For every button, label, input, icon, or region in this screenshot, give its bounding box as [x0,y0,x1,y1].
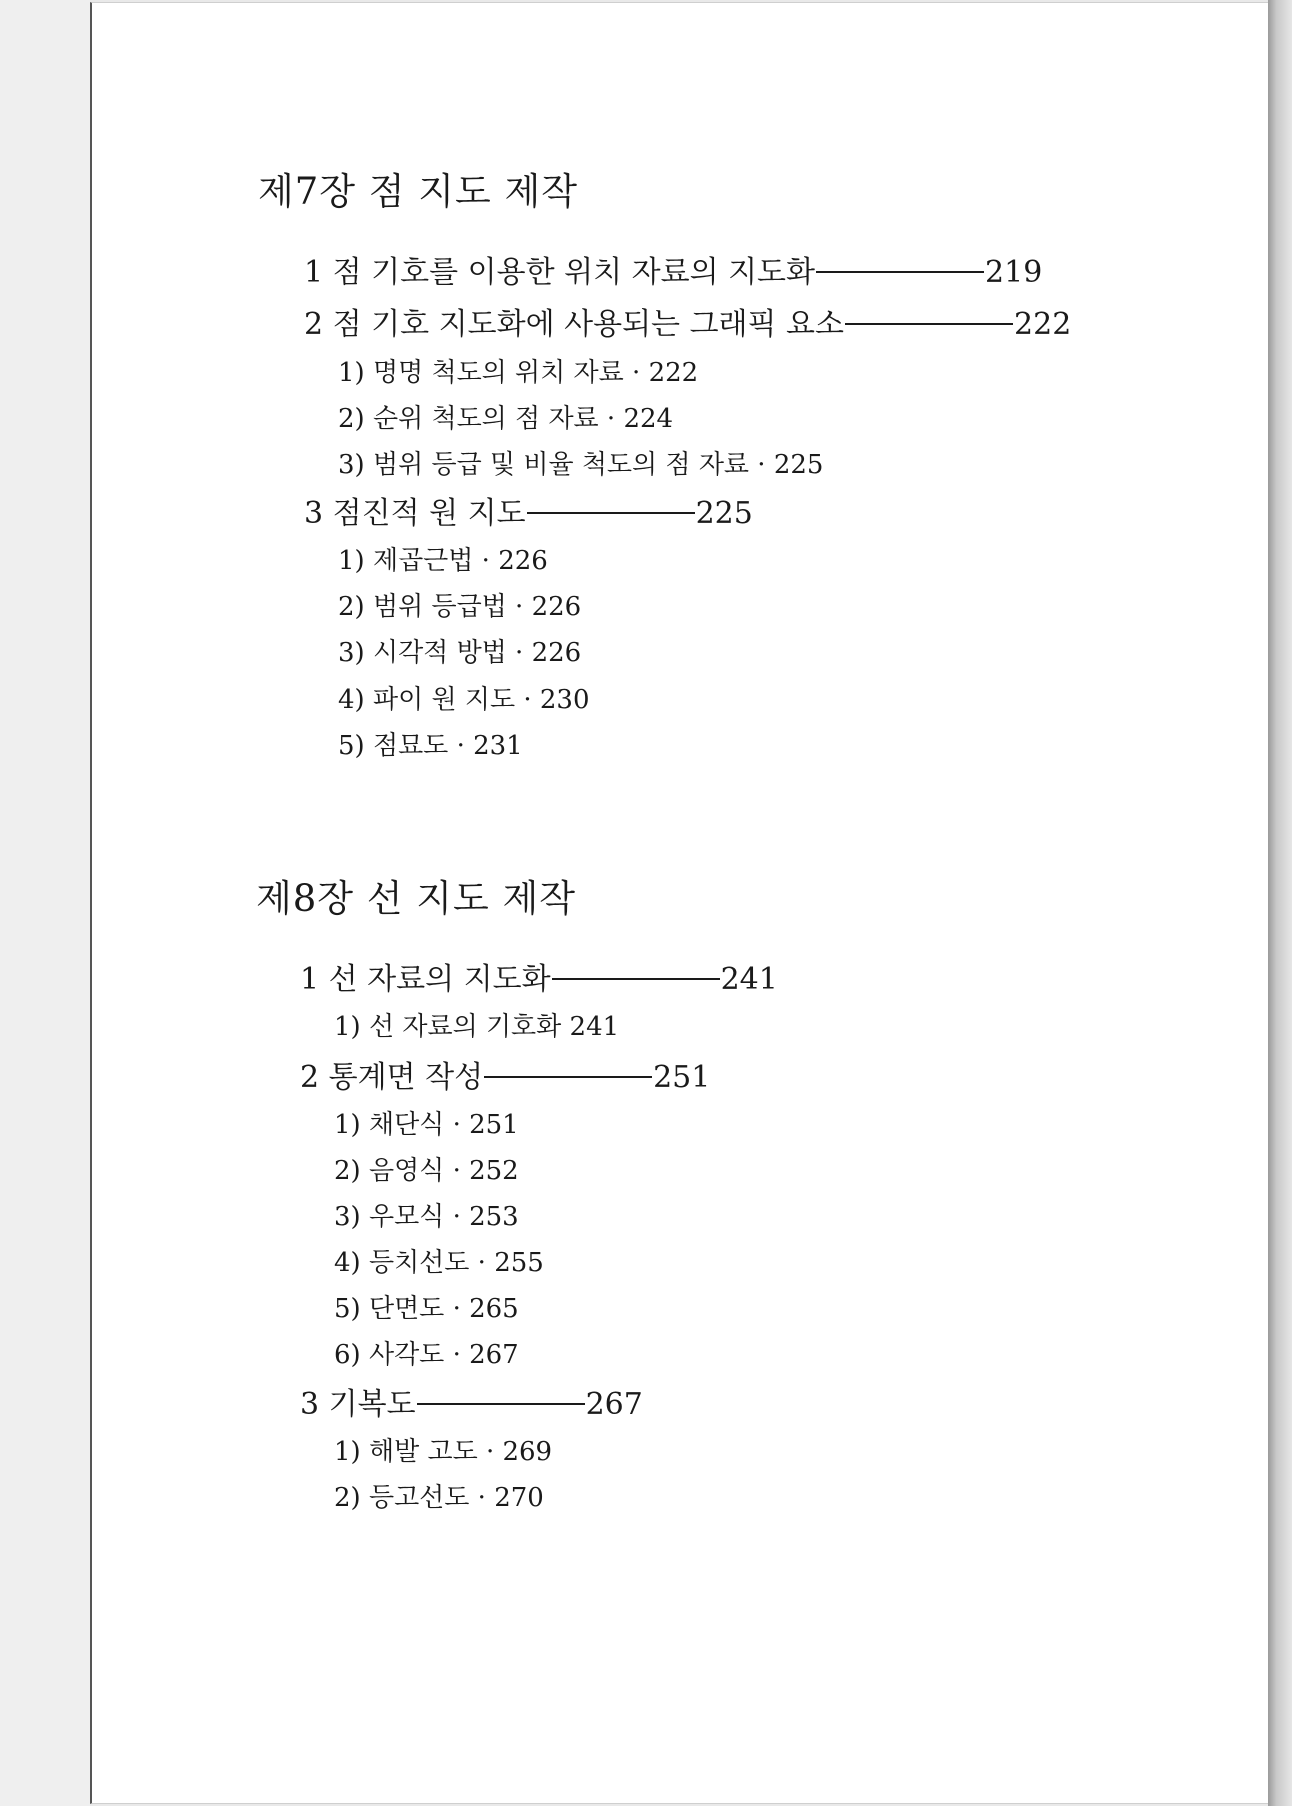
viewer-left-margin [0,0,90,1806]
section-title: 기복도 [328,1387,416,1422]
toc-subentry[interactable]: 3) 범위 등급 및 비율 척도의 점 자료 · 225 [338,450,824,480]
section-title: 점 기호 지도화에 사용되는 그래픽 요소 [332,307,845,342]
book-page [90,2,1268,1804]
toc-subentry[interactable]: 2) 범위 등급법 · 226 [338,592,582,622]
dot-leader [527,512,695,514]
section-number: 1 [304,255,324,290]
toc-entry[interactable] [304,496,753,531]
toc-subentry[interactable]: 3) 우모식 · 253 [334,1202,519,1232]
dot-leader [552,978,720,980]
toc-subentry[interactable]: 3) 시각적 방법 · 226 [338,638,582,668]
toc-subentry[interactable]: 1) 제곱근법 · 226 [338,546,548,576]
section-number: 2 [300,1060,320,1095]
toc-subentry[interactable]: 1) 명명 척도의 위치 자료 · 222 [338,358,699,388]
toc-entry[interactable] [300,1060,711,1095]
toc-subentry[interactable]: 4) 파이 원 지도 · 230 [338,685,590,715]
page-number: 219 [985,255,1043,290]
section-title: 통계면 작성 [328,1060,484,1095]
toc-subentry[interactable]: 5) 단면도 · 265 [334,1294,519,1324]
toc-entry[interactable] [304,307,1072,342]
toc-entry[interactable] [304,255,1043,290]
page-number: 267 [585,1387,643,1422]
toc-entry[interactable] [300,962,778,997]
section-number: 3 [304,496,324,531]
chapter-8-title: 제8장 선 지도 제작 [256,877,577,920]
section-number: 1 [300,962,320,997]
page-number: 241 [720,962,778,997]
toc-subentry[interactable]: 2) 순위 척도의 점 자료 · 224 [338,404,674,434]
toc-subentry[interactable]: 4) 등치선도 · 255 [334,1248,544,1278]
page-number: 251 [653,1060,711,1095]
toc-subentry[interactable]: 2) 등고선도 · 270 [334,1483,544,1513]
page-number: 222 [1014,307,1072,342]
section-title: 점진적 원 지도 [332,496,526,531]
section-number: 3 [300,1387,320,1422]
toc-subentry[interactable]: 6) 사각도 · 267 [334,1340,519,1370]
dot-leader [816,271,984,273]
toc-subentry[interactable]: 5) 점묘도 · 231 [338,731,523,761]
toc-subentry[interactable]: 1) 선 자료의 기호화 241 [334,1012,620,1042]
page-number: 225 [695,496,753,531]
toc-subentry[interactable]: 2) 음영식 · 252 [334,1156,519,1186]
toc-subentry[interactable]: 1) 해발 고도 · 269 [334,1437,553,1467]
section-number: 2 [304,307,324,342]
dot-leader [845,323,1013,325]
chapter-7-title: 제7장 점 지도 제작 [258,170,579,213]
dot-leader [484,1076,652,1078]
section-title: 선 자료의 지도화 [328,962,551,997]
section-title: 점 기호를 이용한 위치 자료의 지도화 [332,255,816,290]
toc-subentry[interactable]: 1) 채단식 · 251 [334,1110,519,1140]
page-edge-shadow [1268,0,1292,1806]
toc-entry[interactable] [300,1387,643,1422]
dot-leader [417,1403,585,1405]
